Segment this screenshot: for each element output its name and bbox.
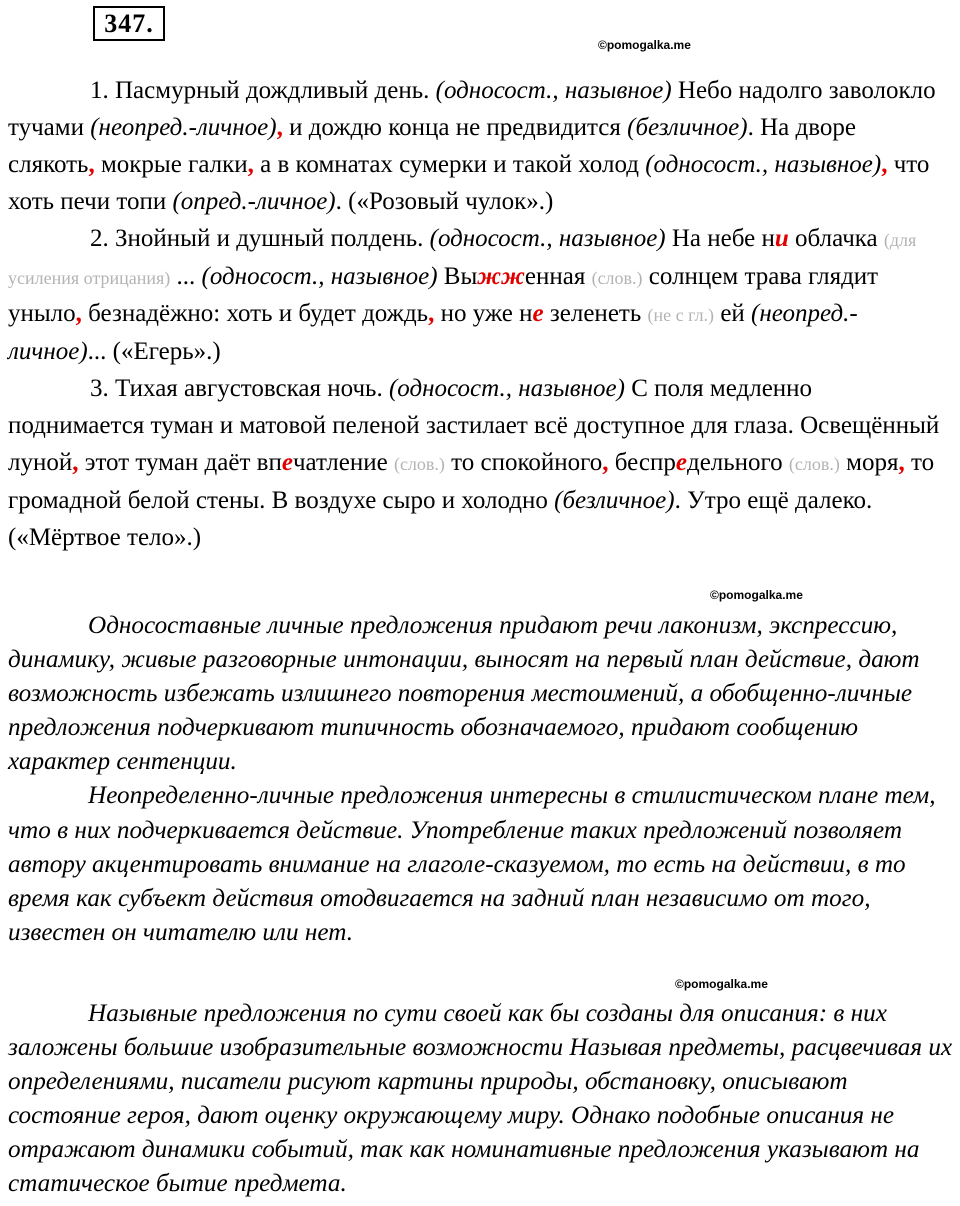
theory-paragraph: Односоставные личные предложения придают речи лаконизм, экспрессию, динамику, живые разговорные интонации, выносят на первый план действие, дают возможность избежать излишнего повторения местоимений, а обобщенно-личные предложения подчеркивают типичность обозначаемого, придают сообщению характер сентенции. [8, 612, 920, 776]
paragraph-2: 2. Знойный и душный полдень. (односост., назывное) На небе ни облачка (для усиления отрицания) ... (односост., назывное) Выжженная (слов.) солнцем трава глядит уныло, безнадёжно: хоть и будет дождь, но уже не зеленеть (не с гл.) ей (неопред.- личное)... («Егерь».) [8, 224, 917, 366]
exercise-number: 347. [93, 6, 165, 41]
paragraph-1: 1. Пасмурный дождливый день. (односост., назывное) Небо надолго заволокло тучами (неопред.-личное), и дождю конца не предвидится (безличное). На дворе слякоть, мокрые галки, а в комнатах сумерки и такой холод (односост., назывное), что хоть печи топи (опред.-личное). («Розовый чулок».) [8, 77, 936, 215]
watermark: ©pomogalka.me [598, 38, 691, 52]
theory-paragraph: Неопределенно-личные предложения интересны в стилистическом плане тем, что в них подчеркивается действие. Употребление таких предложений позволяет автору акцентировать внимание на глаголе-сказуемом, то есть на действии, в то время как субъект действия отодвигается на задний план независимо от того, известен он читателю или нет. [8, 782, 936, 946]
theory-text [8, 609, 953, 950]
watermark: ©pomogalka.me [710, 588, 803, 602]
watermark: ©pomogalka.me [675, 977, 768, 991]
paragraph-3: 3. Тихая августовская ночь. (односост., назывное) С поля медленно поднимается туман и матовой пеленой застилает всё доступное для глаза. Освещённый луной, этот туман даёт впечатление (слов.) то спокойного, беспредельного (слов.) моря, то громадной белой стены. В воздухе сыро и холодно (безличное). Утро ещё далеко. («Мёртвое тело».) [8, 375, 940, 551]
theory-paragraph: Назывные предложения по сути своей как бы созданы для описания: в них заложены большие изобразительные возможности Называя предметы, расцвечивая их определениями, писатели рисуют картины природы, обстановку, описывают состояние героя, дают оценку окружающему миру. Однако подобные описания не отражают динамики событий, так как номинативные предложения указывают на статическое бытие предмета. [8, 1000, 953, 1198]
exercise-text [8, 73, 948, 557]
theory-text-nominative [8, 997, 953, 1202]
